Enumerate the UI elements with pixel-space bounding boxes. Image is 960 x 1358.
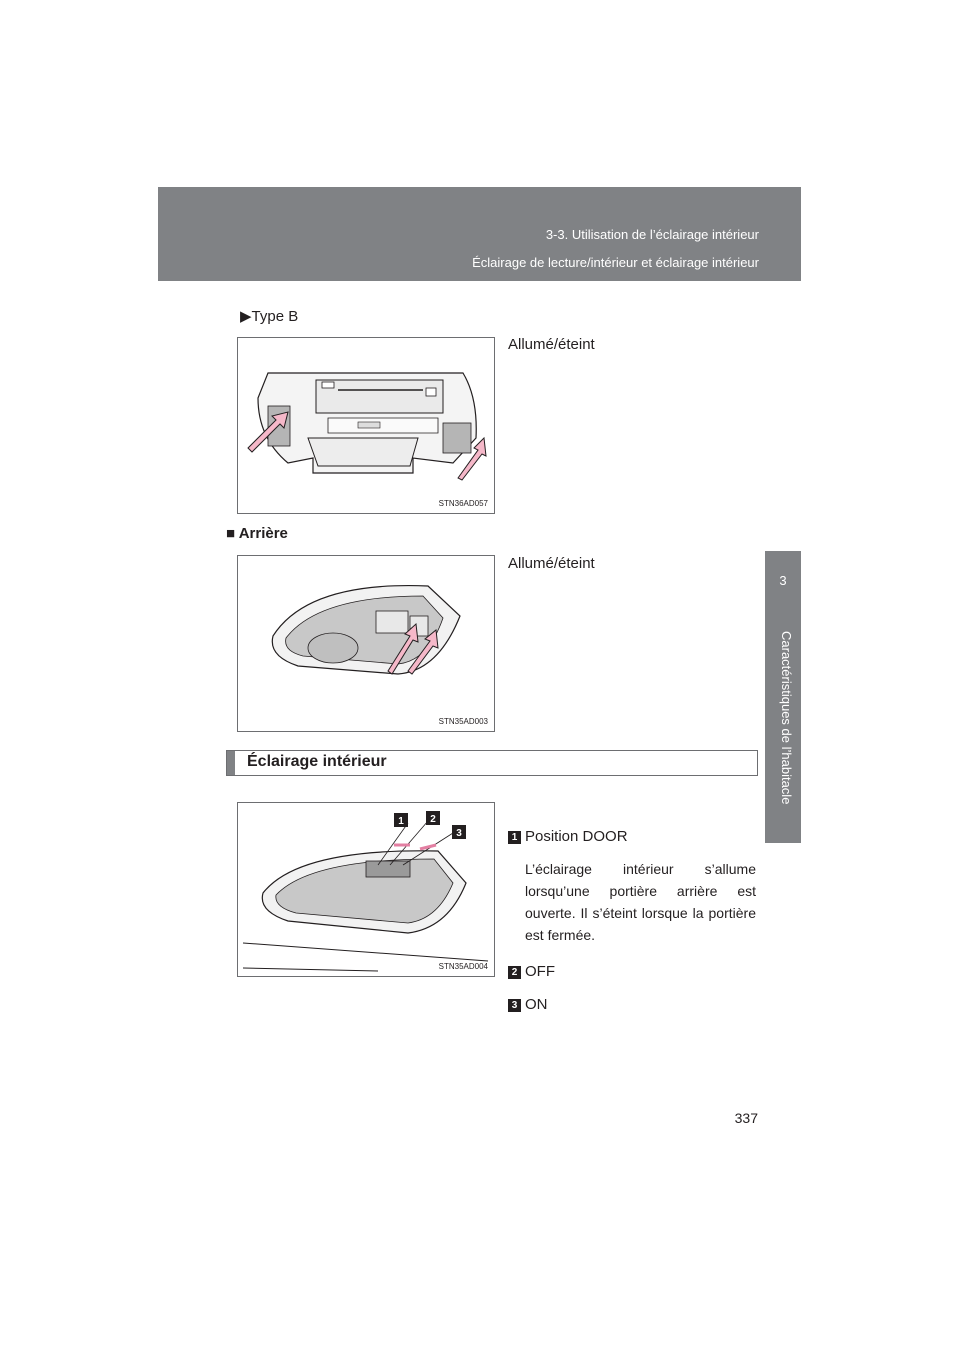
figure-code: STN35AD003	[438, 717, 488, 726]
figure-code: STN35AD004	[438, 962, 488, 971]
svg-text:3: 3	[456, 828, 462, 839]
chapter-title: Caractéristiques de l’habitacle	[779, 631, 794, 805]
list-item	[508, 825, 756, 848]
list-item	[508, 993, 756, 1016]
type-b-heading: ▶Type B	[240, 308, 299, 325]
svg-text:1: 1	[398, 816, 404, 827]
item-label: Position DOOR	[525, 828, 628, 845]
page-header	[158, 187, 801, 281]
figure-code: STN36AD057	[438, 499, 488, 508]
item-badge: 1	[508, 831, 521, 844]
interior-items	[508, 825, 756, 1016]
list-item	[508, 960, 756, 983]
section-heading: Éclairage intérieur	[247, 753, 387, 770]
overhead-console-illustration	[238, 338, 494, 513]
subsection-title: Éclairage de lecture/intérieur et éclairage intérieur	[472, 255, 759, 270]
page-number: 337	[734, 1110, 758, 1126]
figure-overhead-console	[237, 337, 495, 514]
item-label: ON	[525, 996, 548, 1013]
square-bullet-icon: ■	[226, 525, 236, 542]
section-bar-accent	[227, 751, 235, 775]
section-title: 3-3. Utilisation de l’éclairage intérieur	[545, 227, 759, 242]
item-badge: 3	[508, 999, 521, 1012]
type-b-caption: Allumé/éteint	[508, 336, 595, 353]
rear-lamp-illustration	[238, 556, 494, 731]
chapter-tab	[765, 551, 801, 843]
rear-caption: Allumé/éteint	[508, 555, 595, 572]
triangle-bullet-icon: ▶	[240, 308, 252, 325]
section-heading-bar	[226, 750, 758, 776]
item-label: OFF	[525, 963, 555, 980]
interior-light-illustration	[238, 803, 494, 976]
rear-heading: ■ Arrière	[226, 525, 288, 542]
item-badge: 2	[508, 966, 521, 979]
chapter-number: 3	[779, 573, 787, 588]
figure-interior-light	[237, 802, 495, 977]
svg-text:2: 2	[430, 814, 436, 825]
figure-rear-lamp	[237, 555, 495, 732]
item-description: L’éclairage intérieur s’allume lorsqu’une portière arrière est ouverte. Il s’éteint lorsque la portière est fermée.	[525, 861, 756, 943]
